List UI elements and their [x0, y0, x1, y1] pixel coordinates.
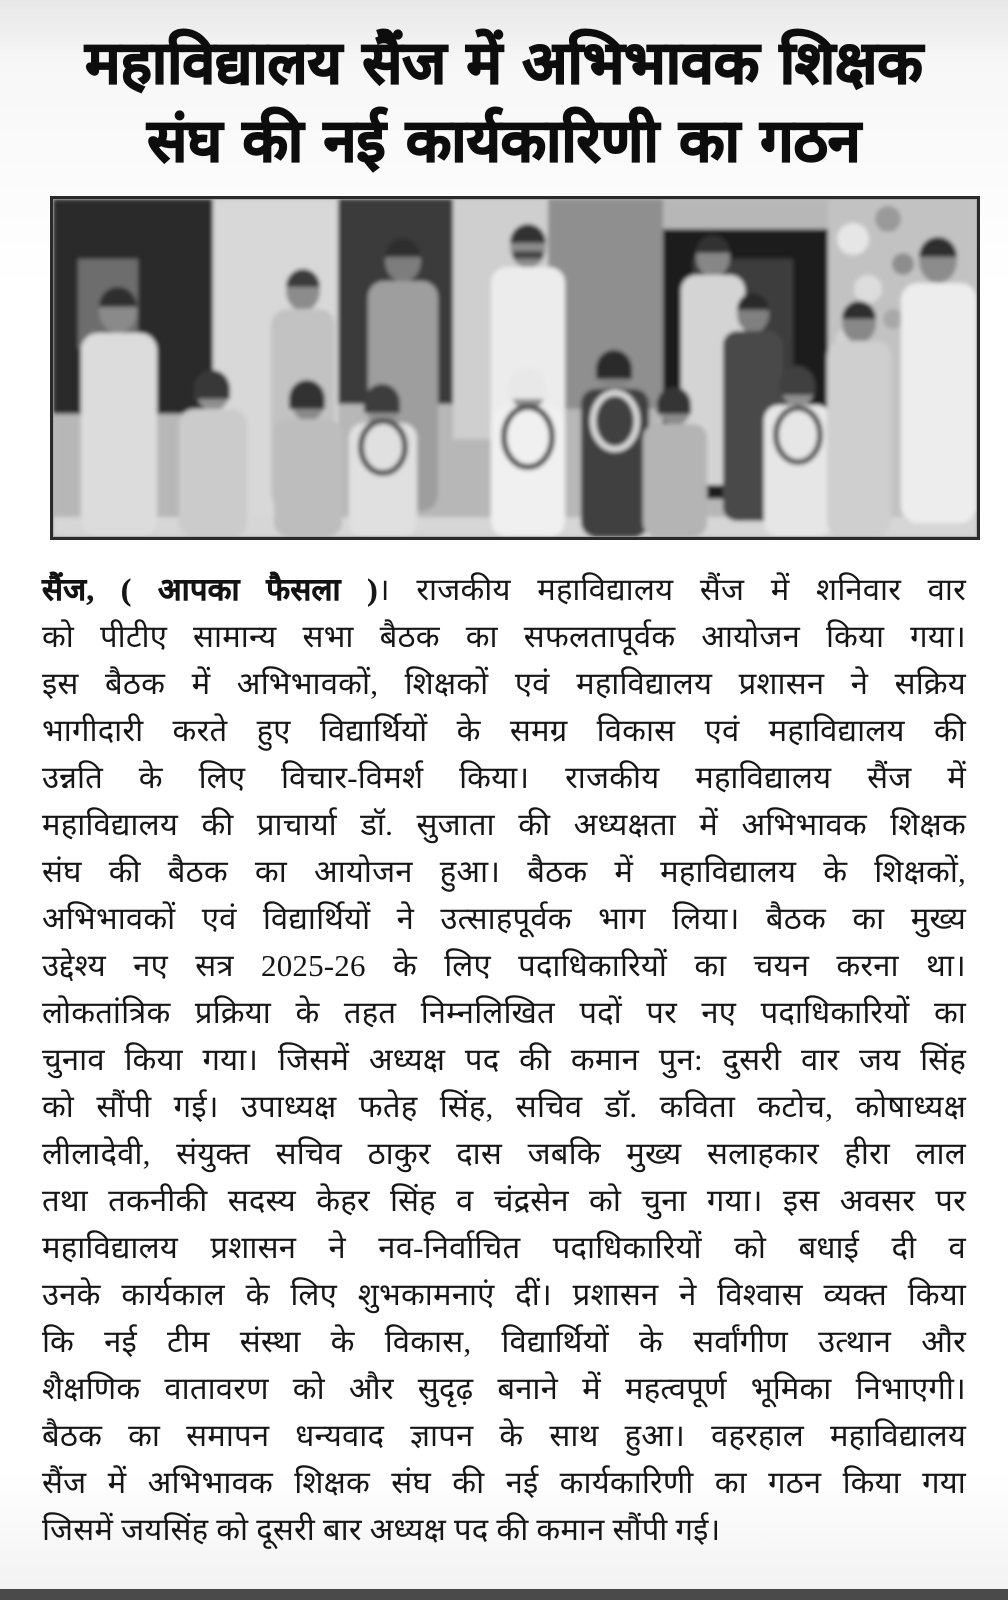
article-line: लोकतांत्रिक प्रक्रिया के तहत निम्नलिखित पदों पर नए पदाधिकारियों का — [42, 995, 966, 1030]
dateline: सैंज, ( आपका फैसला ) — [42, 572, 378, 607]
article-line: को सौंपी गई। उपाध्यक्ष फतेह सिंह, सचिव डॉ. कविता कटोच, कोषाध्यक्ष — [42, 1089, 966, 1124]
headline-line-2: संघ की नई कार्यकारिणी का गठन — [147, 106, 861, 175]
article-line: चुनाव किया गया। जिसमें अध्यक्ष पद की कमान पुन: दुसरी वार जय सिंह — [42, 1042, 966, 1077]
headline-line-1: महाविद्यालय सैंज में अभिभावक शिक्षक — [85, 28, 923, 97]
article-line: महाविद्यालय प्रशासन ने नव-निर्वाचित पदाधिकारियों को बधाई दी व — [42, 1230, 966, 1265]
article-line: शैक्षणिक वातावरण को और सुदृढ़ बनाने में महत्वपूर्ण भूमिका निभाएगी। — [42, 1371, 966, 1406]
article-line: तथा तकनीकी सदस्य केहर सिंह व चंद्रसेन को चुना गया। इस अवसर पर — [42, 1183, 966, 1218]
group-photo — [50, 196, 980, 540]
article-line: लीलादेवी, संयुक्त सचिव ठाकुर दास जबकि मुख्य सलाहकार हीरा लाल — [42, 1136, 966, 1171]
article-line: कि नई टीम संस्था के विकास, विद्यार्थियों के सर्वांगीण उत्थान और — [42, 1324, 966, 1359]
article-line: सैंज में अभिभावक शिक्षक संघ की नई कार्यकारिणी का गठन किया गया — [42, 1465, 966, 1500]
article-headline — [0, 0, 1008, 180]
article-line: महाविद्यालय की प्राचार्या डॉ. सुजाता की अध्यक्षता में अभिभावक शिक्षक — [42, 807, 966, 842]
article-line: जिसमें जयसिंह को दूसरी बार अध्यक्ष पद की कमान सौंपी गई। — [42, 1512, 721, 1547]
bottom-bar — [0, 1589, 1008, 1600]
article-line — [42, 566, 966, 613]
article-line: इस बैठक में अभिभावकों, शिक्षकों एवं महाविद्यालय प्रशासन ने सक्रिय — [42, 666, 966, 701]
group-photo-illustration — [53, 199, 977, 537]
article-line: उनके कार्यकाल के लिए शुभकामनाएं दीं। प्रशासन ने विश्वास व्यक्त किया — [42, 1277, 966, 1312]
article-line: बैठक का समापन धन्यवाद ज्ञापन के साथ हुआ। वहरहाल महाविद्यालय — [42, 1418, 966, 1453]
article-body — [42, 566, 966, 1553]
article-line: अभिभावकों एवं विद्यार्थियों ने उत्साहपूर्वक भाग लिया। बैठक का मुख्य — [42, 901, 966, 936]
article-line: उन्नति के लिए विचार-विमर्श किया। राजकीय महाविद्यालय सैंज में — [42, 760, 966, 795]
article-line: संघ की बैठक का आयोजन हुआ। बैठक में महाविद्यालय के शिक्षकों, — [42, 854, 966, 889]
article-line: को पीटीए सामान्य सभा बैठक का सफलतापूर्वक आयोजन किया गया। — [42, 619, 966, 654]
article-line: उद्देश्य नए सत्र 2025-26 के लिए पदाधिकारियों का चयन करना था। — [42, 948, 966, 983]
article-line: भागीदारी करते हुए विद्यार्थियों के समग्र विकास एवं महाविद्यालय की — [42, 713, 966, 748]
article-line-text: । राजकीय महाविद्यालय सैंज में शनिवार वार — [377, 572, 966, 607]
